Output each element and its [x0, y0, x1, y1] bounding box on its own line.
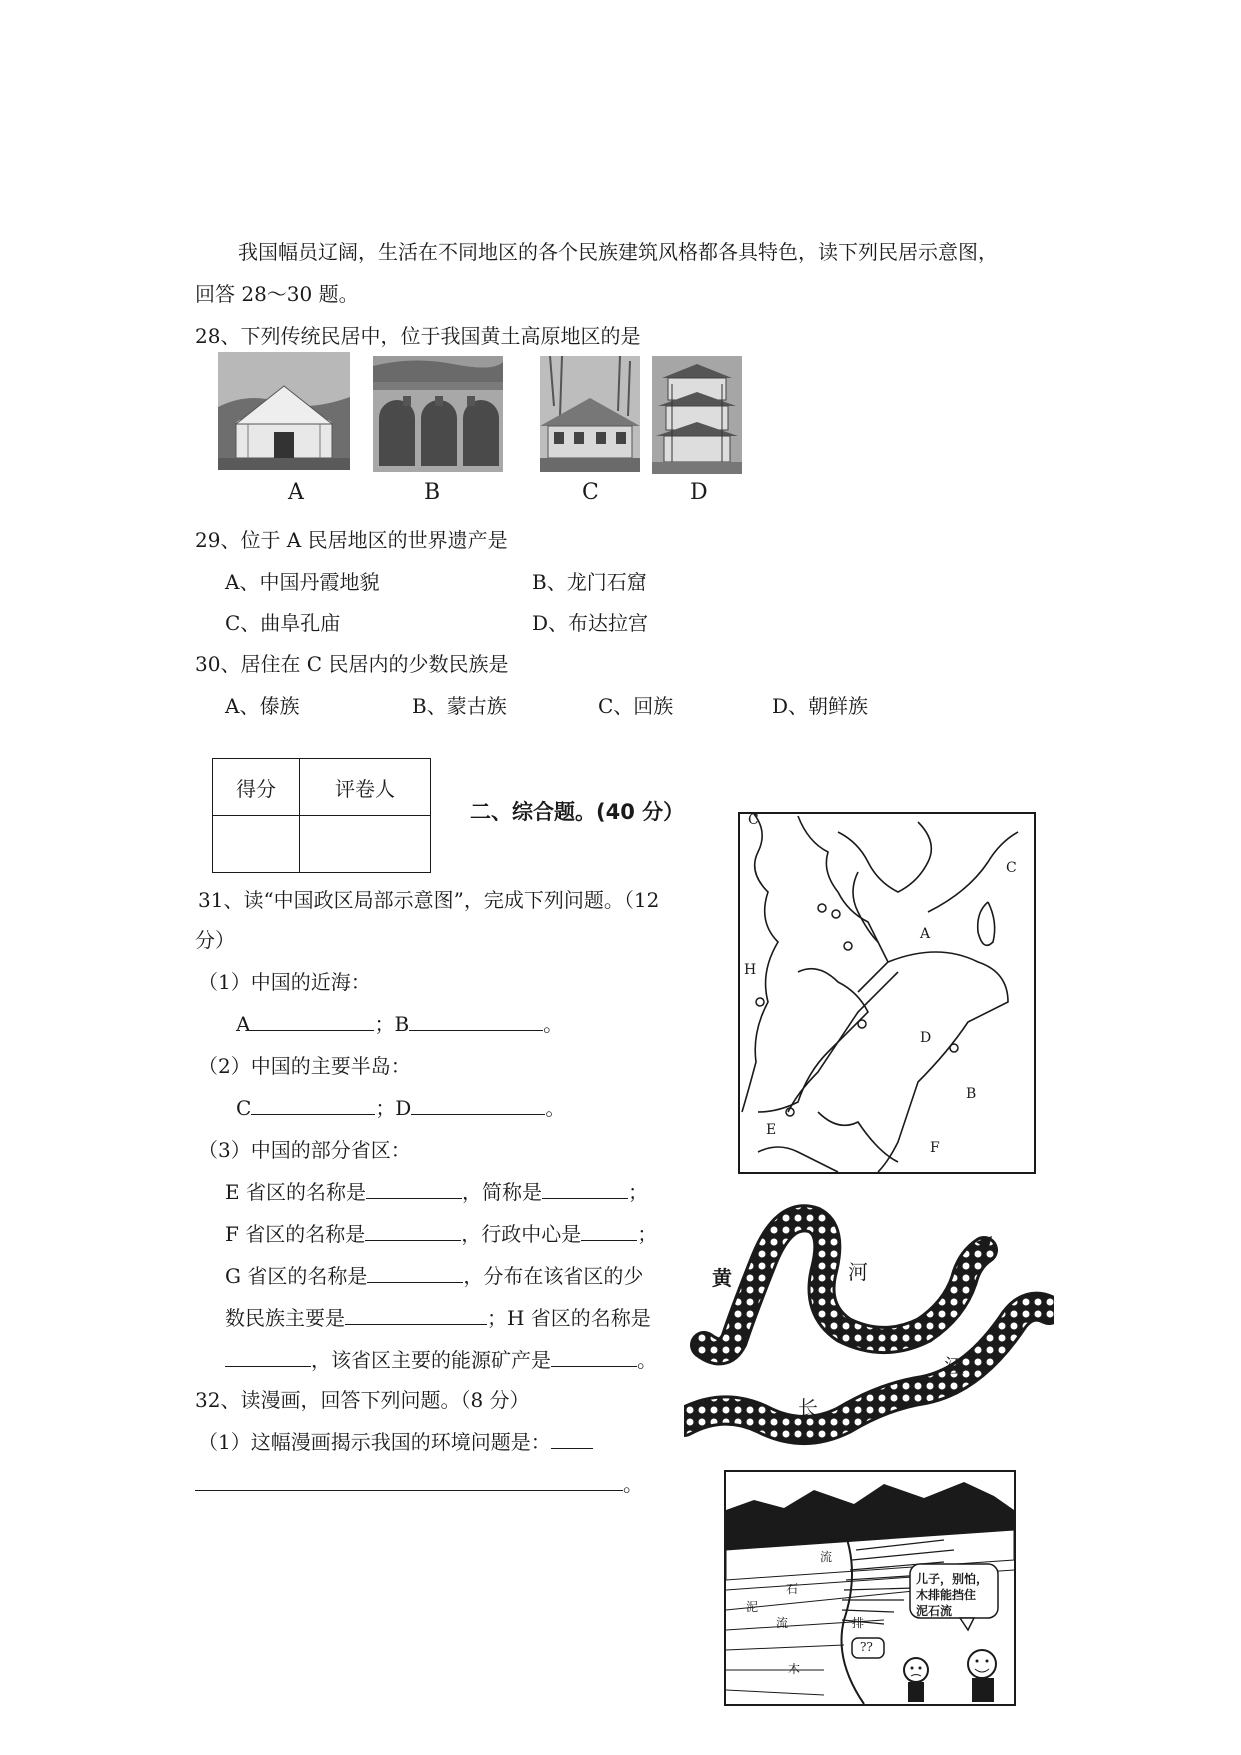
blank-f-capital[interactable]: [581, 1222, 637, 1241]
q29-option-d: D、布达拉宫: [532, 611, 649, 635]
blank-h-name[interactable]: [225, 1348, 311, 1367]
q31-sub2: （2）中国的主要半岛：: [198, 1054, 411, 1078]
map-label-e: E: [766, 1122, 777, 1138]
score-cell[interactable]: [213, 816, 300, 873]
map-label-c-top: C: [748, 812, 759, 828]
mudflow-label-huang: 荒: [770, 1484, 783, 1498]
q30-option-b: B、蒙古族: [412, 694, 507, 718]
h-name-label: ；H 省区的名称是: [487, 1306, 651, 1330]
label-b: ；B: [374, 1012, 410, 1036]
river-cartoon: [684, 1200, 1054, 1458]
speech-line-3: 泥石流: [916, 1604, 953, 1618]
mudflow-label-shi: 石: [786, 1582, 799, 1596]
period: 。: [545, 1096, 566, 1120]
map-label-f: F: [930, 1140, 940, 1156]
q31-h-line: [225, 1344, 657, 1373]
period: 。: [543, 1012, 564, 1036]
section-title: 二、综合题。(40 分）: [470, 800, 685, 824]
dwelling-image-c: [540, 356, 640, 472]
map-label-d: D: [920, 1030, 932, 1046]
speech-line-1: 儿子，别怕，: [916, 1572, 989, 1586]
f-capital-label: ，行政中心是: [461, 1222, 582, 1246]
map-label-b: B: [966, 1086, 977, 1102]
grader-header: 评卷人: [300, 759, 431, 816]
map-label-c-right: C: [1006, 860, 1017, 876]
mudflow-label-pai: 排: [852, 1616, 865, 1630]
mudflow-label-ni: 泥: [746, 1600, 759, 1614]
semicolon: ；: [627, 1180, 648, 1204]
q31-sub2-answers: [236, 1092, 565, 1121]
map-label-a: A: [920, 926, 931, 942]
image-label-c: C: [582, 480, 599, 505]
q29-option-b: B、龙门石窟: [532, 570, 647, 594]
e-abbr-label: ，简称是: [461, 1180, 542, 1204]
q32-sub1-label: （1）这幅漫画揭示我国的环境问题是：: [198, 1430, 551, 1454]
river-label-huang: 黄: [712, 1266, 732, 1290]
image-label-a: A: [288, 480, 304, 505]
blank-q32-b[interactable]: [195, 1472, 623, 1491]
period: 。: [637, 1348, 657, 1372]
grader-cell[interactable]: [300, 816, 431, 873]
f-name-label: F 省区的名称是: [225, 1222, 366, 1246]
question-31: 31、读“中国政区局部示意图”，完成下列问题。（12: [198, 888, 660, 912]
dwelling-image-a: [218, 352, 350, 470]
q29-option-c: C、曲阜孔庙: [225, 611, 341, 635]
speech-line-2: 木排能挡住: [916, 1588, 977, 1602]
q31-sub1-answers: [236, 1008, 563, 1037]
score-table: [212, 758, 431, 873]
intro-line-2: 回答 28～30 题。: [195, 282, 359, 306]
blank-e-abbr[interactable]: [542, 1180, 628, 1199]
q30-option-c: C、回族: [598, 694, 674, 718]
semicolon: ；: [637, 1222, 658, 1246]
g-name-label: G 省区的名称是: [225, 1264, 368, 1288]
q32-sub1: [198, 1426, 593, 1455]
q31-g-line: [225, 1260, 643, 1289]
dwelling-image-b: [373, 356, 503, 472]
question-29: 29、位于 A 民居地区的世界遗产是: [195, 528, 508, 552]
g-ethnic-label: ，分布在该省区的少: [463, 1264, 644, 1288]
q31-e-line: [225, 1176, 648, 1205]
g-ethnic-label-2: 数民族主要是: [225, 1306, 345, 1330]
china-region-map: [738, 812, 1036, 1174]
mudflow-label-mu: 木: [788, 1662, 801, 1676]
blank-peninsula-c[interactable]: [251, 1096, 375, 1115]
map-label-h: H: [744, 962, 757, 978]
blank-peninsula-d[interactable]: [411, 1096, 545, 1115]
blank-sea-a[interactable]: [250, 1012, 374, 1031]
q31-f-line: [225, 1218, 657, 1247]
mudflow-label-liu: 流: [820, 1550, 833, 1564]
question-32: 32、读漫画，回答下列问题。（8 分）: [195, 1388, 530, 1412]
blank-h-energy[interactable]: [551, 1348, 637, 1367]
dwelling-image-d: [652, 356, 742, 474]
score-header: 得分: [213, 759, 300, 816]
q30-option-a: A、傣族: [225, 694, 300, 718]
q29-option-a: A、中国丹霞地貌: [225, 570, 380, 594]
blank-sea-b[interactable]: [409, 1012, 543, 1031]
blank-e-name[interactable]: [366, 1180, 462, 1199]
question-bubble: ??: [860, 1640, 873, 1654]
question-28: 28、下列传统民居中，位于我国黄土高原地区的是: [195, 324, 641, 348]
river-label-chang: 长: [798, 1396, 818, 1420]
e-name-label: E 省区的名称是: [225, 1180, 366, 1204]
river-label-he: 河: [848, 1260, 868, 1284]
mudflow-label-liu-2: 流: [776, 1616, 789, 1630]
image-label-d: D: [690, 480, 708, 505]
q31-g-line-2: [225, 1302, 651, 1331]
label-d: ；D: [375, 1096, 412, 1120]
river-label-jiang: 江: [944, 1354, 964, 1378]
blank-g-ethnic[interactable]: [345, 1306, 487, 1325]
blank-g-name[interactable]: [367, 1264, 463, 1283]
h-energy-label: ，该省区主要的能源矿产是: [311, 1348, 551, 1372]
q32-answer-line: [195, 1468, 643, 1497]
label-a: A: [236, 1012, 251, 1036]
mudflow-label-shan: 山: [830, 1478, 843, 1492]
image-label-b: B: [424, 480, 441, 505]
blank-f-name[interactable]: [365, 1222, 461, 1241]
question-31-cont: 分）: [195, 928, 235, 952]
q31-sub3: （3）中国的部分省区：: [198, 1138, 411, 1162]
question-30: 30、居住在 C 民居内的少数民族是: [195, 652, 509, 676]
q30-option-d: D、朝鲜族: [772, 694, 869, 718]
intro-line-1: 我国幅员辽阔，生活在不同地区的各个民族建筑风格都各具特色，读下列民居示意图，: [238, 240, 998, 264]
blank-q32-a[interactable]: [551, 1430, 593, 1449]
q31-sub1: （1）中国的近海：: [198, 970, 371, 994]
period: 。: [623, 1472, 643, 1496]
label-c: C: [236, 1096, 252, 1120]
